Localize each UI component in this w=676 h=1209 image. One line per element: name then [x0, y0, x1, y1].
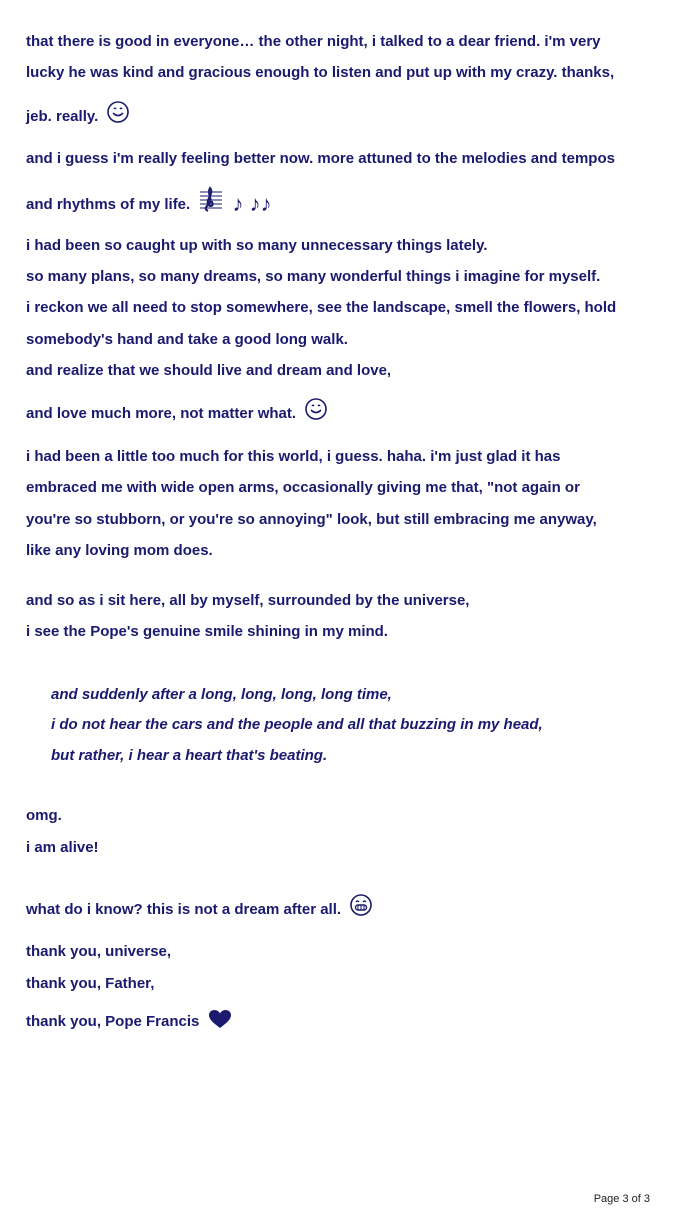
- poem-line: and suddenly after a long, long, long, long time,: [51, 686, 392, 703]
- body-line: and so as i sit here, all by myself, surrounded by the universe,: [26, 592, 470, 609]
- body-line: omg.: [26, 807, 62, 824]
- page-number: Page 3 of 3: [593, 1193, 650, 1205]
- body-line: i had been a little too much for this world, i guess. haha. i'm just glad it has: [26, 448, 561, 465]
- body-line: embraced me with wide open arms, occasionally giving me that, "not again or: [26, 479, 580, 496]
- body-line-with-icon: what do i know? this is not a dream after all.: [26, 893, 373, 918]
- heart-icon: [208, 1009, 232, 1029]
- body-line: i am alive!: [26, 839, 99, 856]
- body-line-with-icon: and rhythms of my life. ♪ ♪♪: [26, 186, 272, 217]
- music-notes-icon: ♪ ♪♪: [232, 191, 272, 216]
- body-line-with-icon: thank you, Pope Francis: [26, 1009, 232, 1030]
- body-line: so many plans, so many dreams, so many wonderful things i imagine for myself.: [26, 268, 601, 285]
- treble-clef-icon: [198, 186, 224, 212]
- body-line: i had been so caught up with so many unnecessary things lately.: [26, 237, 488, 254]
- body-line: i see the Pope's genuine smile shining in my mind.: [26, 623, 388, 640]
- body-line-with-icon: jeb. really.: [26, 100, 130, 125]
- poem-line: but rather, i hear a heart that's beating.: [51, 747, 328, 764]
- body-line: i reckon we all need to stop somewhere, see the landscape, smell the flowers, hold: [26, 299, 617, 316]
- smiley-icon: [304, 397, 328, 421]
- body-line: thank you, universe,: [26, 943, 172, 960]
- smiley-icon: [106, 100, 130, 124]
- poem-line: i do not hear the cars and the people and all that buzzing in my head,: [51, 716, 543, 733]
- body-line: thank you, Father,: [26, 975, 155, 992]
- body-line: you're so stubborn, or you're so annoying" look, but still embracing me anyway,: [26, 511, 597, 528]
- body-line: lucky he was kind and gracious enough to listen and put up with my crazy. thanks,: [26, 64, 615, 81]
- body-line: and realize that we should live and dream and love,: [26, 362, 392, 379]
- grinning-face-icon: [349, 893, 373, 917]
- body-line: like any loving mom does.: [26, 542, 213, 559]
- body-line: somebody's hand and take a good long walk.: [26, 331, 348, 348]
- body-line: and i guess i'm really feeling better now. more attuned to the melodies and tempos: [26, 150, 615, 167]
- body-line: that there is good in everyone… the other night, i talked to a dear friend. i'm very: [26, 33, 601, 50]
- body-line-with-icon: and love much more, not matter what.: [26, 397, 328, 422]
